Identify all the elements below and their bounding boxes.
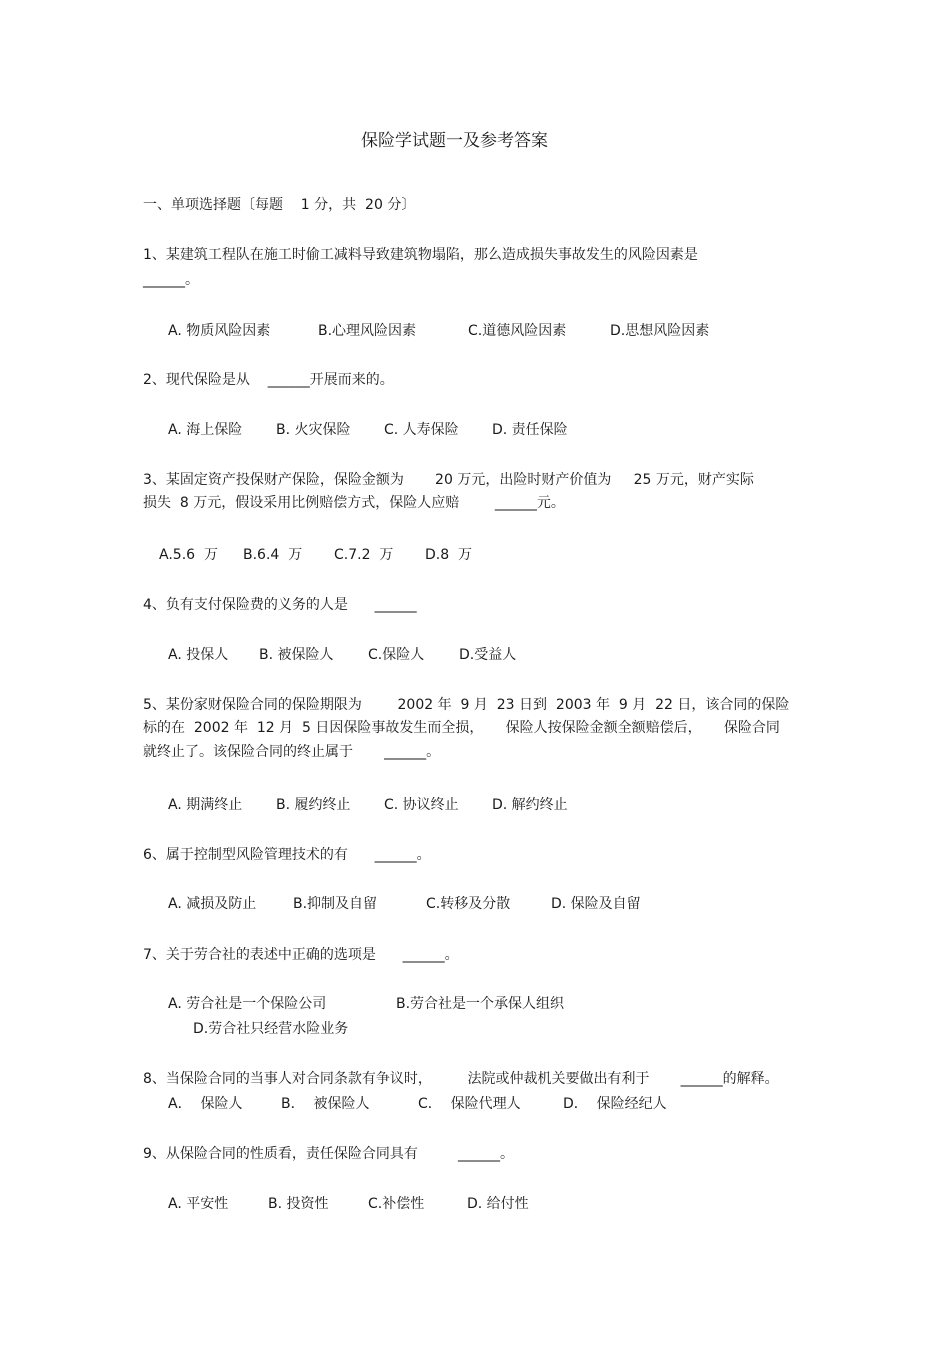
question-4-text: 4、负有支付保险费的义务的人是 ______ — [143, 597, 417, 613]
question-9-option-a: A. 平安性 — [168, 1196, 229, 1212]
question-7-text: 7、关于劳合社的表述中正确的选项是 ______。 — [143, 947, 459, 963]
question-5-option-b: B. 履约终止 — [276, 797, 351, 813]
question-4-option-d: D.受益人 — [459, 647, 517, 663]
question-6-text: 6、属于控制型风险管理技术的有 ______。 — [143, 847, 431, 863]
question-3-text-line2: 损失 8 万元，假设采用比例赔偿方式，保险人应赔 ______元。 — [143, 495, 565, 511]
question-3-option-c: C.7.2 万 — [334, 547, 394, 563]
question-5-option-d: D. 解约终止 — [492, 797, 568, 813]
question-4-option-b: B. 被保险人 — [259, 647, 334, 663]
question-5-option-c: C. 协议终止 — [384, 797, 459, 813]
question-7-option-b: B.劳合社是一个承保人组织 — [396, 996, 565, 1012]
question-7-option-a: A. 劳合社是一个保险公司 — [168, 996, 327, 1012]
question-4-option-c: C.保险人 — [368, 647, 425, 663]
question-1-blank: ______。 — [143, 272, 199, 288]
page-title: 保险学试题一及参考答案 — [361, 131, 548, 151]
question-8-option-c: C． 保险代理人 — [418, 1096, 521, 1112]
question-8-option-b: B． 被保险人 — [281, 1096, 370, 1112]
question-9-option-b: B. 投资性 — [268, 1196, 329, 1212]
question-5-text-line3: 就终止了。该保险合同的终止属于 ______。 — [143, 744, 441, 760]
question-8-option-d: D． 保险经纪人 — [563, 1096, 667, 1112]
question-9-option-c: C.补偿性 — [368, 1196, 425, 1212]
question-2-option-a: A. 海上保险 — [168, 422, 243, 438]
question-2-option-d: D. 责任保险 — [492, 422, 568, 438]
question-2-option-c: C. 人寿保险 — [384, 422, 459, 438]
question-7-option-d: D.劳合社只经营水险业务 — [193, 1021, 349, 1037]
question-5-text-line1: 5、某份家财保险合同的保险期限为 2002 年 9 月 23 日到 2003 年 9 月 22 日，该合同的保险 — [143, 697, 790, 713]
question-6-option-c: C.转移及分散 — [426, 896, 511, 912]
question-9-option-d: D. 给付性 — [467, 1196, 529, 1212]
question-3-option-a: A.5.6 万 — [159, 547, 218, 563]
question-8-option-a: A． 保险人 — [168, 1096, 243, 1112]
question-2-text: 2、现代保险是从 ______开展而来的。 — [143, 372, 394, 388]
question-1-option-d: D.思想风险因素 — [610, 323, 710, 339]
question-9-text: 9、从保险合同的性质看，责任保险合同具有 ______。 — [143, 1146, 514, 1162]
question-4-option-a: A. 投保人 — [168, 647, 229, 663]
question-1-option-c: C.道德风险因素 — [468, 323, 567, 339]
question-1-text: 1、某建筑工程队在施工时偷工减料导致建筑物塌陷，那么造成损失事故发生的风险因素是 — [143, 247, 698, 263]
question-3-text-line1: 3、某固定资产投保财产保险，保险金额为 20 万元，出险时财产价值为 25 万元，财产实际 — [143, 472, 754, 488]
question-2-option-b: B. 火灾保险 — [276, 422, 351, 438]
question-5-option-a: A. 期满终止 — [168, 797, 243, 813]
question-3-option-b: B.6.4 万 — [243, 547, 303, 563]
question-3-option-d: D.8 万 — [425, 547, 473, 563]
question-6-option-a: A. 减损及防止 — [168, 896, 257, 912]
question-1-option-a: A. 物质风险因素 — [168, 323, 271, 339]
question-6-option-d: D. 保险及自留 — [551, 896, 641, 912]
question-1-option-b: B.心理风险因素 — [318, 323, 417, 339]
section-heading: 一、单项选择题〔每题 1 分，共 20 分〕 — [143, 197, 416, 213]
question-6-option-b: B.抑制及自留 — [293, 896, 378, 912]
question-8-text: 8、当保险合同的当事人对合同条款有争议时， 法院或仲裁机关要做出有利于 ______的解释。 — [143, 1071, 779, 1087]
question-5-text-line2: 标的在 2002 年 12 月 5 日因保险事故发生而全损， 保险人按保险金额全额赔偿后， 保险合同 — [143, 720, 780, 736]
